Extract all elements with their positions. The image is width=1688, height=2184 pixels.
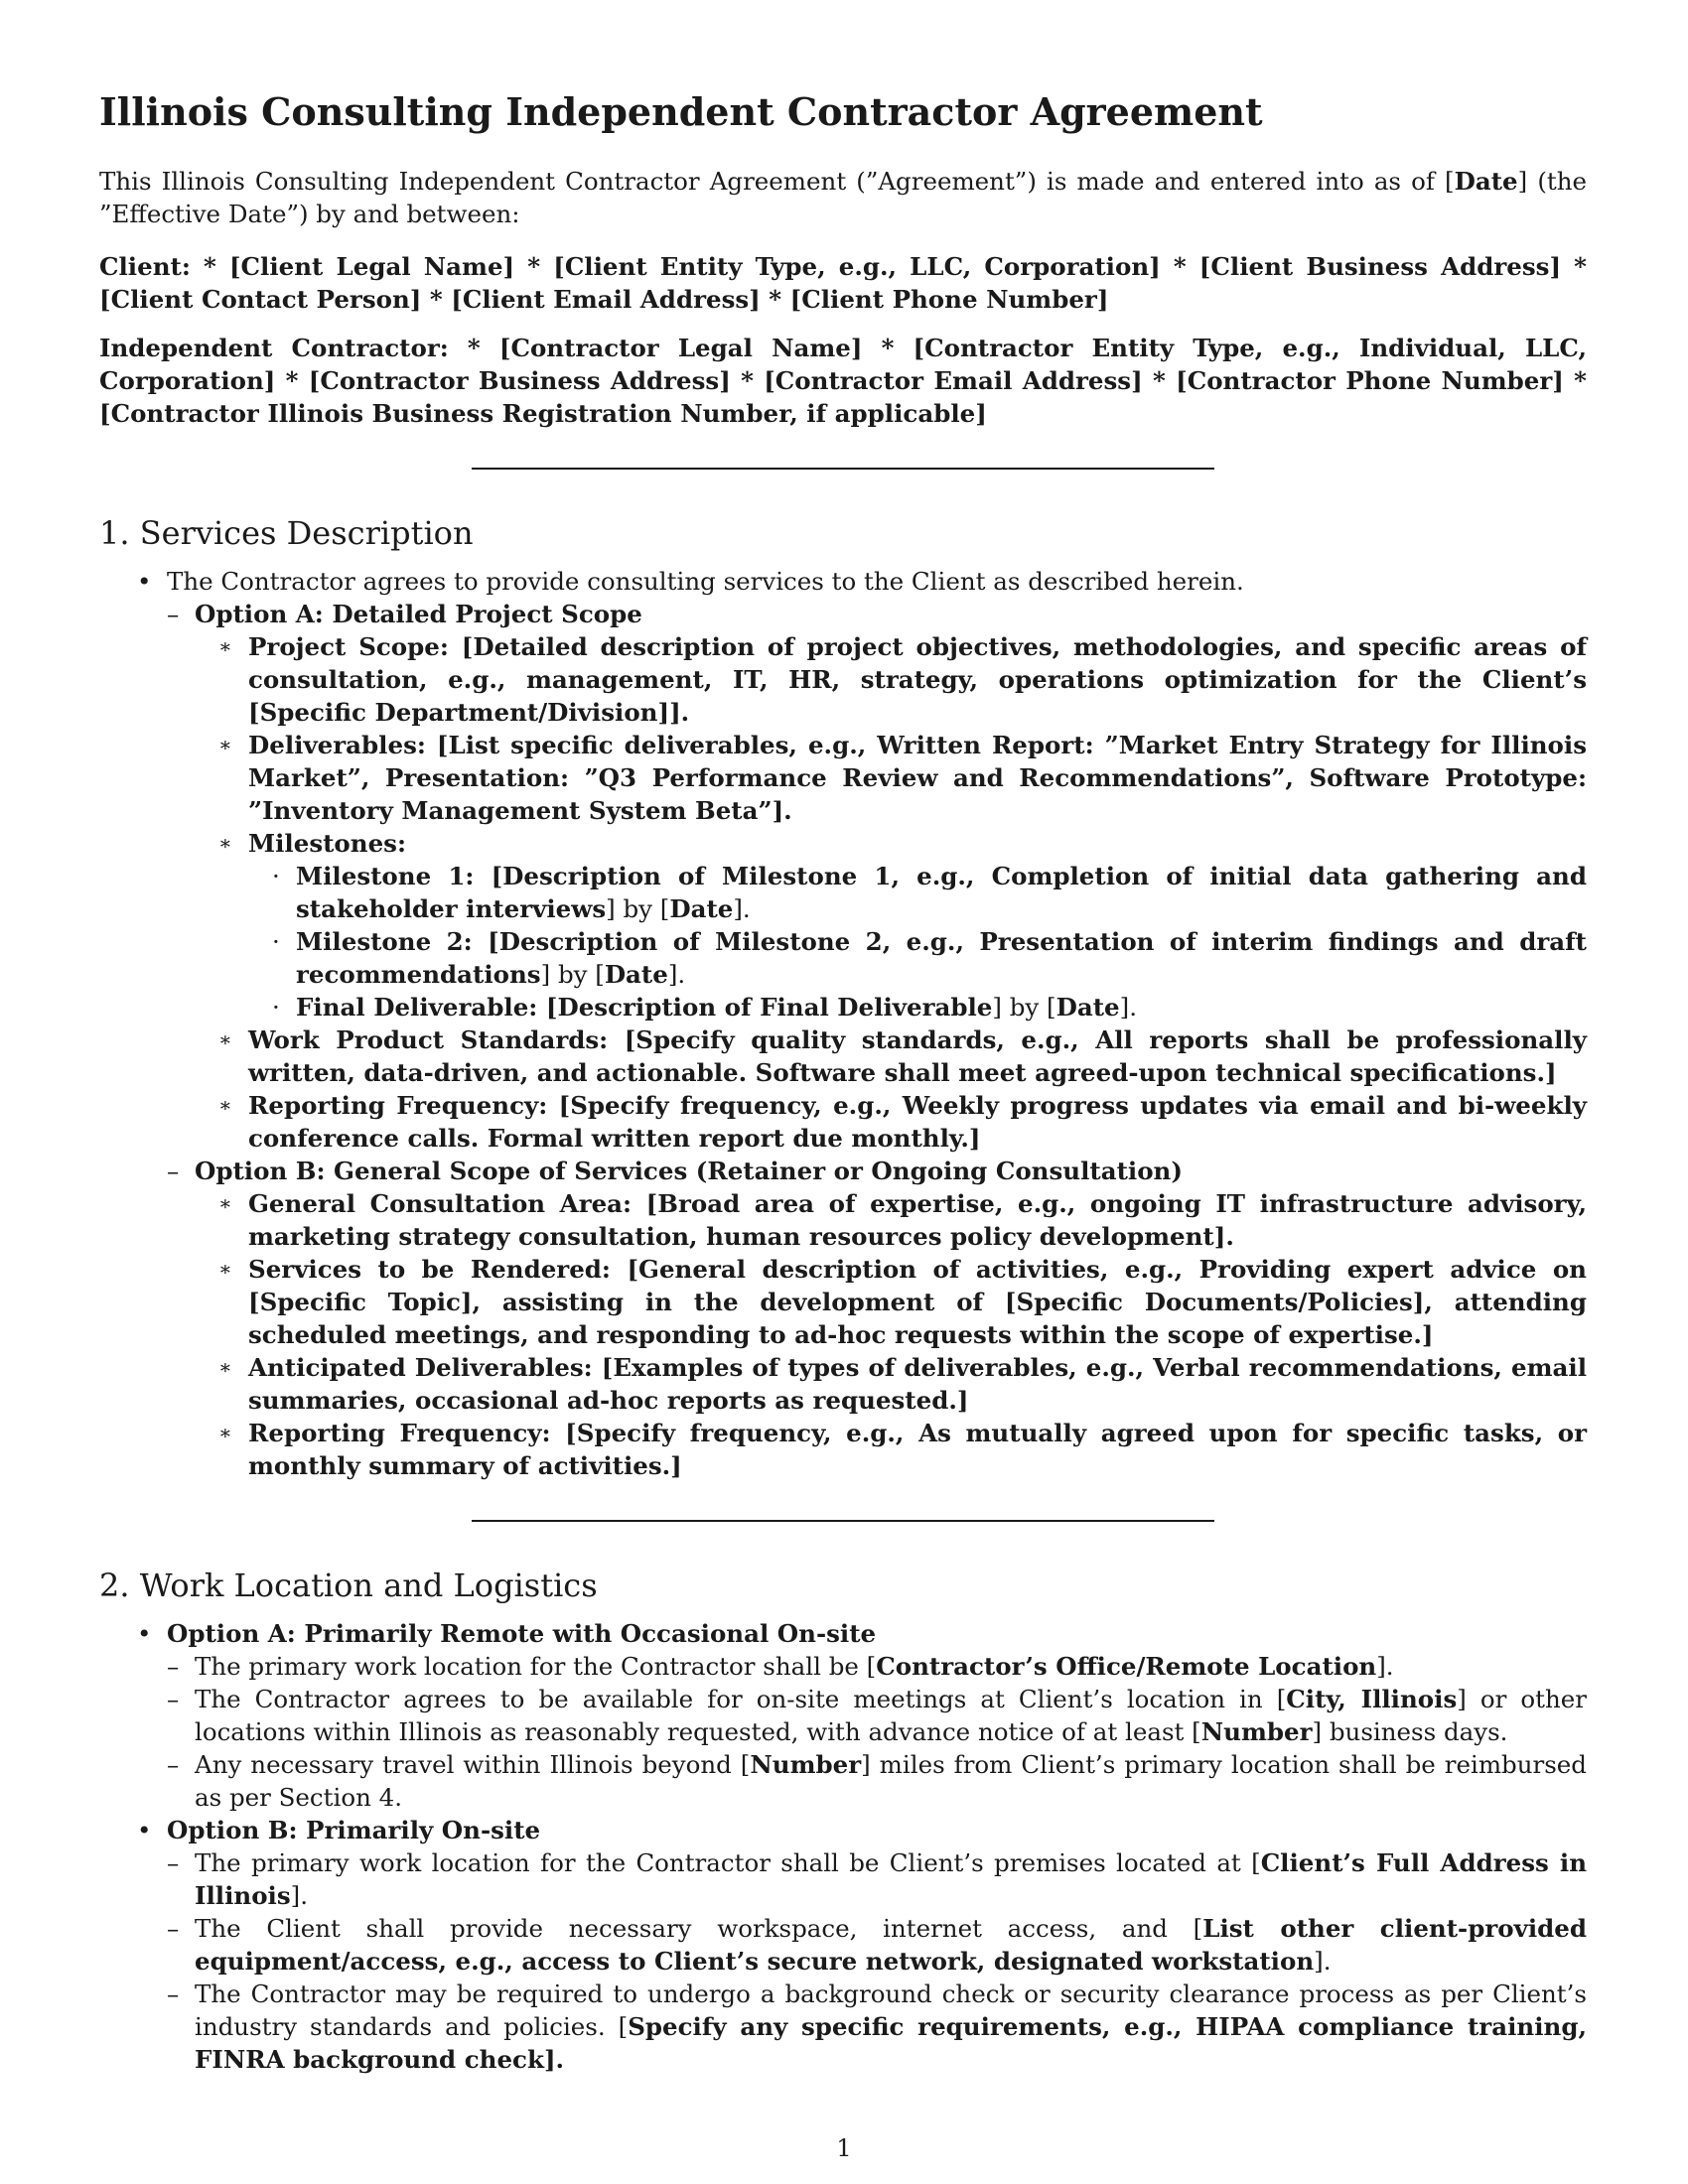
list-item: ∗ Reporting Frequency: [Specify frequency, e.g., As mutually agreed upon for specific tasks, or monthly summary of activities.] [218,1419,1587,1480]
list-item: – The Contractor agrees to be available for on-site meetings at Client’s location in [City, Illinois] or other locations within Illinois as reasonably requested, with advance notice of at least [Number] business days. [167,1685,1587,1746]
section-divider [472,1520,1214,1522]
list-item: • The Contractor agrees to provide consulting services to the Client as described herein. – Option A: Detailed Project Scope ∗ Project Scope: [Detailed description of project objectives, methodologies, and specific areas of consultation, e.g., management, IT, HR, strategy, operations optimization for the Client’s [Specific Department/Division]]. ∗ Deliverables: [List specific deliverables, e.g., Written Report: ”Market Entry Strategy for Illinois Market”, Presentation: ”Q3 Performance Review and Recommendations”, Software Prototype: ”Inventory Management System Beta”]. ∗ Milestones: · Milestone 1: [Description of Milestone 1, e.g., Completion of initial data gathering and stakeholder interviews] by [Date]. · Milestone 2: [Description of Milestone 2, e.g., Presentation of interim findings and draft recommendations] by [Date]. · Final Deliverable: [Description of Final Deliverable] by [Date]. ∗ Work Product Standards: [Specify quality standards, e.g., All reports shall be professionally written, data-driven, and actionable. Software shall meet agreed-upon technical specifications.] ∗ Reporting Frequency: [Specify frequency, e.g., Weekly progress updates via email and bi-weekly conference calls. Formal written report due monthly.] – Option B: General Scope of Services (Retainer or Ongoing Consultation) ∗ General Consultation Area: [Broad area of expertise, e.g., ongoing IT infrastructure advisory, marketing strategy consultation, human resources policy development]. ∗ Services to be Rendered: [General description of activities, e.g., Providing expert advice on [Specific Topic], assisting in the development of [Specific Documents/Policies], attending scheduled meetings, and responding to ad-hoc requests within the scope of expertise.] ∗ Anticipated Deliverables: [Examples of types of deliverables, e.g., Verbal recommendations, email summaries, occasional ad-hoc reports as requested.] ∗ Reporting Frequency: [Specify frequency, e.g., As mutually agreed upon for specific tasks, or monthly summary of activities.] [137,567,1587,1480]
list-item: ∗ Work Product Standards: [Specify quality standards, e.g., All reports shall be professionally written, data-driven, and actionable. Software shall meet agreed-upon technical specifications.] [218,1025,1587,1087]
list-item: – Option B: General Scope of Services (Retainer or Ongoing Consultation) ∗ General Consultation Area: [Broad area of expertise, e.g., ongoing IT infrastructure advisory, marketing strategy consultation, human resources policy development]. ∗ Services to be Rendered: [General description of activities, e.g., Providing expert advice on [Specific Topic], assisting in the development of [Specific Documents/Policies], attending scheduled meetings, and responding to ad-hoc requests within the scope of expertise.] ∗ Anticipated Deliverables: [Examples of types of deliverables, e.g., Verbal recommendations, email summaries, occasional ad-hoc reports as requested.] ∗ Reporting Frequency: [Specify frequency, e.g., As mutually agreed upon for specific tasks, or monthly summary of activities.] [167,1157,1587,1480]
section-2-list [99,1617,1587,2076]
client-block: Client: * [Client Legal Name] * [Client Entity Type, e.g., LLC, Corporation] * [Client Business Address] * [Client Contact Person] * [Client Email Address] * [Client Phone Number] [99,252,1587,314]
list-item: ∗ Anticipated Deliverables: [Examples of types of deliverables, e.g., Verbal recommendations, email summaries, occasional ad-hoc reports as requested.] [218,1353,1587,1415]
list-item: – The Contractor may be required to undergo a background check or security clearance process as per Client’s industry standards and policies. [Specify any specific requirements, e.g., HIPAA compliance training, FINRA background check]. [167,1979,1587,2074]
list-item: – Option A: Detailed Project Scope ∗ Project Scope: [Detailed description of project objectives, methodologies, and specific areas of consultation, e.g., management, IT, HR, strategy, operations optimization for the Client’s [Specific Department/Division]]. ∗ Deliverables: [List specific deliverables, e.g., Written Report: ”Market Entry Strategy for Illinois Market”, Presentation: ”Q3 Performance Review and Recommendations”, Software Prototype: ”Inventory Management System Beta”]. ∗ Milestones: · Milestone 1: [Description of Milestone 1, e.g., Completion of initial data gathering and stakeholder interviews] by [Date]. · Milestone 2: [Description of Milestone 2, e.g., Presentation of interim findings and draft recommendations] by [Date]. · Final Deliverable: [Description of Final Deliverable] by [Date]. ∗ Work Product Standards: [Specify quality standards, e.g., All reports shall be professionally written, data-driven, and actionable. Software shall meet agreed-upon technical specifications.] ∗ Reporting Frequency: [Specify frequency, e.g., Weekly progress updates via email and bi-weekly conference calls. Formal written report due monthly.] [167,600,1587,1153]
intro-paragraph [99,165,1587,230]
list-item: – The primary work location for the Contractor shall be Client’s premises located at [Client’s Full Address in Illinois]. [167,1848,1588,1910]
option-a-label: Option A: Primarily Remote with Occasional On-site [167,1619,877,1648]
list-item: · Milestone 1: [Description of Milestone 1, e.g., Completion of initial data gathering and stakeholder interviews] by [Date]. [272,862,1587,923]
section-1-list [99,565,1587,1482]
page-number: 1 [836,2134,852,2162]
option-b-label: Option B: Primarily On-site [167,1816,541,1844]
bullet-marker: • [137,567,152,596]
document-title: Illinois Consulting Independent Contractor Agreement [99,89,1263,134]
list-item: · Milestone 2: [Description of Milestone 2, e.g., Presentation of interim findings and draft recommendations] by [Date]. [272,927,1587,989]
list-item: ∗ Milestones: · Milestone 1: [Description of Milestone 1, e.g., Completion of initial data gathering and stakeholder interviews] by [Date]. · Milestone 2: [Description of Milestone 2, e.g., Presentation of interim findings and draft recommendations] by [Date]. · Final Deliverable: [Description of Final Deliverable] by [Date]. [218,829,1587,1022]
option-a-label: Option A: Detailed Project Scope [195,600,642,628]
list-item: · Final Deliverable: [Description of Final Deliverable] by [Date]. [272,993,1137,1022]
list-item: – The Client shall provide necessary workspace, internet access, and [List other client-provided equipment/access, e.g., access to Client’s secure network, designated workstation]. [167,1914,1587,1976]
list-item: • Option A: Primarily Remote with Occasional On-site – The primary work location for the Contractor shall be [Contractor’s Office/Remote Location]. – The Contractor agrees to be available for on-site meetings at Client’s location in [City, Illinois] or other locations within Illinois as reasonably requested, with advance notice of at least [Number] business days. – Any necessary travel within Illinois beyond [Number] miles from Client’s primary location shall be reimbursed as per Section 4. [137,1619,1587,1812]
list-item: ∗ Reporting Frequency: [Specify frequency, e.g., Weekly progress updates via email and bi-weekly conference calls. Formal written report due monthly.] [218,1091,1587,1153]
list-item: ∗ Project Scope: [Detailed description of project objectives, methodologies, and specific areas of consultation, e.g., management, IT, HR, strategy, operations optimization for the Client’s [Specific Department/Division]]. [218,632,1587,727]
list-item: ∗ Deliverables: [List specific deliverables, e.g., Written Report: ”Market Entry Strategy for Illinois Market”, Presentation: ”Q3 Performance Review and Recommendations”, Software Prototype: ”Inventory Management System Beta”]. [218,731,1587,825]
list-item: • Option B: Primarily On-site – The primary work location for the Contractor shall be Client’s premises located at [Client’s Full Address in Illinois]. – The Client shall provide necessary workspace, internet access, and [List other client-provided equipment/access, e.g., access to Client’s secure network, designated workstation]. – The Contractor may be required to undergo a background check or security clearance process as per Client’s industry standards and policies. [Specify any specific requirements, e.g., HIPAA compliance training, FINRA background check]. [137,1816,1588,2074]
section-1-heading: 1. Services Description [99,514,474,552]
contractor-block: Independent Contractor: * [Contractor Legal Name] * [Contractor Entity Type, e.g., Individual, LLC, Corporation] * [Contractor Business Address] * [Contractor Email Address] * [Contractor Phone Number] * [Contractor Illinois Business Registration Number, if applicable] [99,334,1587,428]
option-b-label: Option B: General Scope of Services (Retainer or Ongoing Consultation) [195,1157,1183,1185]
intro-text-end: ] (the ”Effective Date”) by and between: [99,167,1587,228]
list-item: ∗ Services to be Rendered: [General description of activities, e.g., Providing expert advice on [Specific Topic], assisting in the development of [Specific Documents/Policies], attending scheduled meetings, and responding to ad-hoc requests within the scope of expertise.] [218,1255,1587,1349]
list-item: ∗ General Consultation Area: [Broad area of expertise, e.g., ongoing IT infrastructure advisory, marketing strategy consultation, human resources policy development]. [218,1189,1587,1251]
list-item: – Any necessary travel within Illinois beyond [Number] miles from Client’s primary location shall be reimbursed as per Section 4. [167,1750,1587,1812]
intro-text: This Illinois Consulting Independent Contractor Agreement (”Agreement”) is made and entered into as of [ [99,167,1455,196]
section-divider [472,468,1214,470]
effective-date-placeholder: Date [1454,167,1518,196]
section-2-heading: 2. Work Location and Logistics [99,1567,598,1604]
list-item: – The primary work location for the Contractor shall be [Contractor’s Office/Remote Location]. [167,1652,1394,1681]
